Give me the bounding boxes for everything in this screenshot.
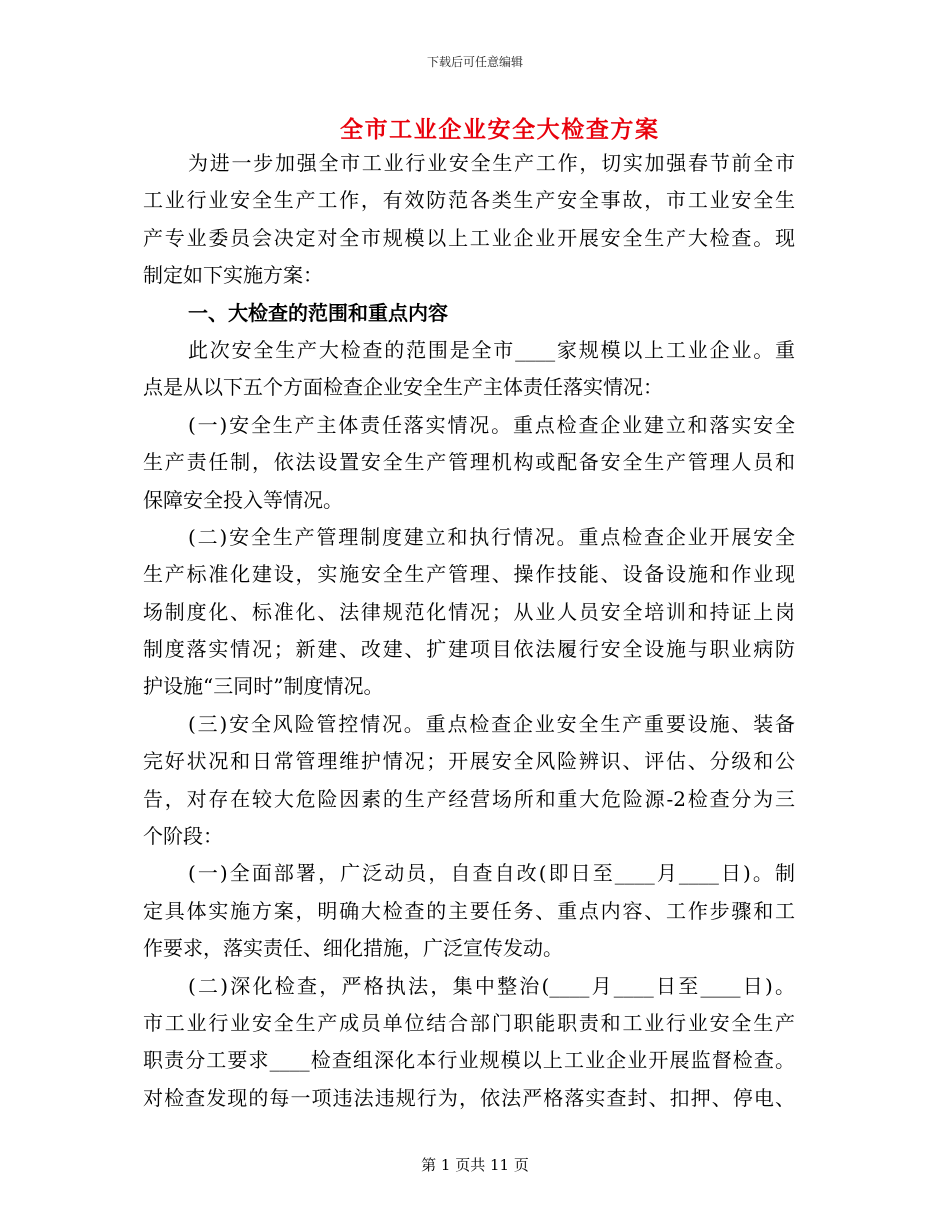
document-body — [143, 145, 795, 1117]
text-line: 此次安全生产大检查的范围是全市____家规模以上工业企业。重 — [188, 337, 795, 362]
text-line: 制度落实情况；新建、改建、扩建项目依法履行安全设施与职业病防 — [143, 637, 795, 662]
page-number: 第 1 页共 11 页 — [421, 1156, 529, 1174]
text-line: 点是从以下五个方面检查企业安全生产主体责任落实情况： — [143, 375, 663, 400]
text-line: 为进一步加强全市工业行业安全生产工作，切实加强春节前全市 — [188, 151, 795, 175]
text-line: 场制度化、标准化、法律规范化情况；从业人员安全培训和持证上岗 — [143, 599, 795, 624]
paragraph — [143, 855, 795, 967]
text-line: 职责分工要求____检查组深化本行业规模以上工业企业开展监督检查。 — [143, 1048, 795, 1073]
text-line: (二)安全生产管理制度建立和执行情况。重点检查企业开展安全 — [188, 524, 795, 549]
text-line: 制定如下实施方案： — [143, 263, 323, 288]
text-line: 生产标准化建设，实施安全生产管理、操作技能、设备设施和作业现 — [143, 562, 795, 587]
text-line: (二)深化检查，严格执法，集中整治(____月____日至____日)。 — [188, 973, 795, 998]
text-line: 个阶段： — [143, 824, 223, 849]
paragraph — [143, 968, 795, 1118]
text-line: 市工业行业安全生产成员单位结合部门职能职责和工业行业安全生产 — [143, 1010, 795, 1035]
paragraph — [143, 332, 795, 407]
text-line: 生产责任制，依法设置安全生产管理机构或配备安全生产管理人员和 — [143, 450, 795, 475]
text-line: 告，对存在较大危险因素的生产经营场所和重大危险源-2检查分为三 — [143, 786, 795, 811]
text-line: 完好状况和日常管理维护情况；开展安全风险辨识、评估、分级和公 — [143, 749, 795, 774]
intro-paragraph — [143, 145, 795, 295]
text-line: 护设施“三同时”制度情况。 — [143, 674, 384, 699]
text-line: 产专业委员会决定对全市规模以上工业企业开展安全生产大检查。现 — [143, 225, 795, 250]
text-line: (一)安全生产主体责任落实情况。重点检查企业建立和落实安全 — [188, 412, 795, 437]
text-line: (三)安全风险管控情况。重点检查企业安全生产重要设施、装备 — [188, 711, 795, 736]
text-line: 定具体实施方案，明确大检查的主要任务、重点内容、工作步骤和工 — [143, 898, 795, 923]
paragraph — [143, 519, 795, 706]
paragraph — [143, 706, 795, 856]
document-title: 全市工业企业安全大检查方案 — [340, 116, 658, 143]
text-line: 保障安全投入等情况。 — [143, 487, 343, 512]
paragraph — [143, 407, 795, 519]
text-line: 工业行业安全生产工作，有效防范各类生产安全事故，市工业安全生 — [143, 188, 795, 213]
text-line: 对检查发现的每一项违法违规行为，依法严格落实查封、扣押、停电、 — [143, 1085, 795, 1110]
text-line: 作要求，落实责任、细化措施，广泛宣传发动。 — [143, 936, 563, 961]
header-note: 下载后可任意编辑 — [426, 55, 523, 69]
section-heading: 一、大检查的范围和重点内容 — [188, 300, 448, 325]
text-line: (一)全面部署，广泛动员，自查自改(即日至____月____日)。制 — [188, 861, 795, 886]
